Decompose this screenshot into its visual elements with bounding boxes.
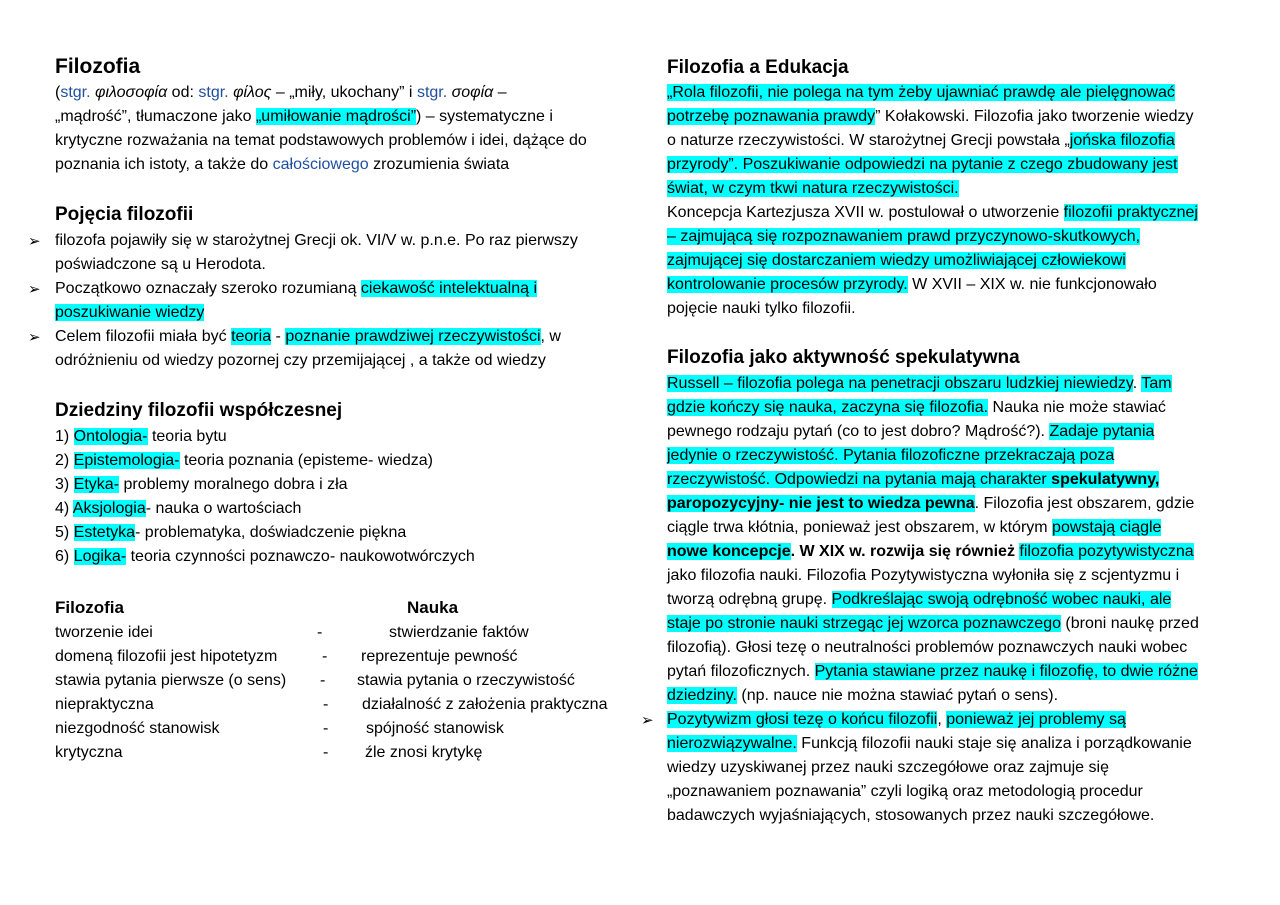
list-item: 5) Estetyka- problematyka, doświadczenie piękna (55, 524, 407, 541)
text-line: wiedzy uzyskiwanej przez nauki szczegółowe oraz zajmuje się (667, 759, 1109, 776)
compare-dash: - (323, 720, 329, 737)
text-line: pewnego rodzaju pytań (co to jest dobro? Mądrość?). Zadaje pytania (667, 423, 1155, 440)
compare-left: tworzenie idei (55, 624, 153, 641)
compare-left: niepraktyczna (55, 696, 154, 713)
text-line: dziedziny. (np. nauce nie można stawiać pytań o sens). (667, 687, 1059, 704)
text-line: Koncepcja Kartezjusza XVII w. postulował o utworzenie filozofii praktycznej (667, 204, 1198, 221)
etymology-line: (stgr. φιλοσοφία od: stgr. φίλος – „miły, ukochany” i stgr. σοφία – (55, 84, 507, 101)
definition-line-4: poznania ich istoty, a także do całościowego zrozumienia świata (55, 156, 510, 173)
arrow-bullet-icon: ➢ (641, 712, 654, 729)
compare-dash: - (320, 672, 326, 689)
compare-dash: - (323, 696, 329, 713)
bullet-1-line-1: filozofa pojawiły się w starożytnej Grecji ok. VI/V w. p.n.e. Po raz pierwszy (55, 232, 578, 249)
text-line: rzeczywistość. Odpowiedzi na pytania mają charakter spekulatywny, (667, 471, 1160, 488)
compare-dash: - (317, 624, 323, 641)
bullet-1-line-2: poświadczone są u Herodota. (55, 256, 266, 273)
text-line: jedynie o rzeczywistość. Pytania filozoficzne przekraczają poza (667, 447, 1115, 464)
page-title: Filozofia (55, 55, 141, 78)
section-title-spekulatywna: Filozofia jako aktywność spekulatywna (667, 347, 1020, 368)
compare-right: stawia pytania o rzeczywistość (357, 672, 575, 689)
bullet-3-line-2: odróżnieniu od wiedzy pozornej czy przemijającej , a także od wiedzy (55, 352, 546, 369)
bullet-2-line-2: poszukiwanie wiedzy (55, 304, 205, 321)
compare-right: źle znosi krytykę (365, 744, 483, 761)
text-line: „poznawaniem poznawania” czyli logiką oraz metodologią procedur (667, 783, 1143, 800)
list-item: 1) Ontologia- teoria bytu (55, 428, 227, 445)
text-line: nierozwiązywalne. Funkcją filozofii nauki staje się analiza i porządkowanie (667, 735, 1192, 752)
text-line: – zajmującą się rozpoznawaniem prawd przyczynowo-skutkowych, (667, 228, 1141, 245)
text-line: świat, w czym tkwi natura rzeczywistości. (667, 180, 959, 197)
text-line: o naturze rzeczywistości. W starożytnej Grecji powstała „jońska filozofia (667, 132, 1175, 149)
compare-left: stawia pytania pierwsze (o sens) (55, 672, 287, 689)
compare-left: niezgodność stanowisk (55, 720, 220, 737)
text-line: ciągle trwa kłótnia, ponieważ jest obszarem, w którym powstają ciągle (667, 519, 1162, 536)
text-line: jako filozofia nauki. Filozofia Pozytywistyczna wyłoniła się z scjentyzmu i (667, 567, 1180, 584)
list-item: 3) Etyka- problemy moralnego dobra i zła (55, 476, 348, 493)
compare-left: domeną filozofii jest hipotetyzm (55, 648, 278, 665)
arrow-bullet-icon: ➢ (28, 281, 41, 298)
bullet-3-line-1: Celem filozofii miała być teoria - poznanie prawdziwej rzeczywistości, w (55, 328, 561, 345)
text-line: pojęcie nauki tylko filozofii. (667, 300, 856, 317)
text-line: „Rola filozofii, nie polega na tym żeby ujawniać prawdę ale pielęgnować (667, 84, 1175, 101)
text-line: nowe koncepcje. W XIX w. rozwija się również filozofia pozytywistyczna (667, 543, 1194, 560)
compare-right: stwierdzanie faktów (389, 624, 529, 641)
section-title-edukacja: Filozofia a Edukacja (667, 57, 849, 78)
bullet-2-line-1: Początkowo oznaczały szeroko rozumianą ciekawość intelektualną i (55, 280, 538, 297)
text-line: potrzebę poznawania prawdy” Kołakowski. Filozofia jako tworzenie wiedzy (667, 108, 1194, 125)
text-line: filozofią). Głosi tezę o neutralności problemów poznawczych nauki wobec (667, 639, 1188, 656)
text-line: przyrody”. Poszukiwanie odpowiedzi na pytanie z czego zbudowany jest (667, 156, 1178, 173)
list-item: 2) Epistemologia- teoria poznania (episteme- wiedza) (55, 452, 433, 469)
list-item: 4) Aksjologia- nauka o wartościach (55, 500, 302, 517)
section-title-pojecia: Pojęcia filozofii (55, 204, 194, 225)
arrow-bullet-icon: ➢ (28, 233, 41, 250)
text-line: badawczych wyjaśniających, stosowanych przez nauki szczegółowe. (667, 807, 1155, 824)
text-line: pytań filozoficznych. Pytania stawiane przez naukę i filozofię, to dwie różne (667, 663, 1198, 680)
compare-dash: - (322, 648, 328, 665)
text-line: gdzie kończy się nauka, zaczyna się filozofia. Nauka nie może stawiać (667, 399, 1166, 416)
text-line: Russell – filozofia polega na penetracji obszaru ludzkiej niewiedzy. Tam (667, 375, 1172, 392)
compare-right: reprezentuje pewność (361, 648, 518, 665)
compare-header-nauka: Nauka (407, 598, 459, 617)
text-line: zajmującej się dostarczaniem wiedzy umożliwiającej człowiekowi (667, 252, 1126, 269)
arrow-bullet-icon: ➢ (28, 329, 41, 346)
text-line: staje po stronie nauki strzegąc jej wzorca poznawczego (broni naukę przed (667, 615, 1199, 632)
compare-left: krytyczna (55, 744, 123, 761)
section-title-dziedziny: Dziedziny filozofii współczesnej (55, 400, 343, 421)
text-line: paropozycyjny- nie jest to wiedza pewna. Filozofia jest obszarem, gdzie (667, 495, 1195, 512)
compare-header-filozofia: Filozofia (55, 598, 124, 617)
compare-dash: - (323, 744, 329, 761)
list-item: 6) Logika- teoria czynności poznawczo- naukowotwórczych (55, 548, 475, 565)
compare-right: spójność stanowisk (366, 720, 504, 737)
compare-right: działalność z założenia praktyczna (362, 696, 608, 713)
definition-line-3: krytyczne rozważania na temat podstawowych problemów i idei, dążące do (55, 132, 587, 149)
text-line: kontrolowanie procesów przyrody. W XVII – XIX w. nie funkcjonowało (667, 276, 1157, 293)
text-line: Pozytywizm głosi tezę o końcu filozofii, ponieważ jej problemy są (667, 711, 1126, 728)
text-line: tworzą odrębną grupę. Podkreślając swoją odrębność wobec nauki, ale (667, 591, 1172, 608)
definition-line-2: „mądrość”, tłumaczone jako „umiłowanie mądrości”) – systematyczne i (55, 108, 553, 125)
